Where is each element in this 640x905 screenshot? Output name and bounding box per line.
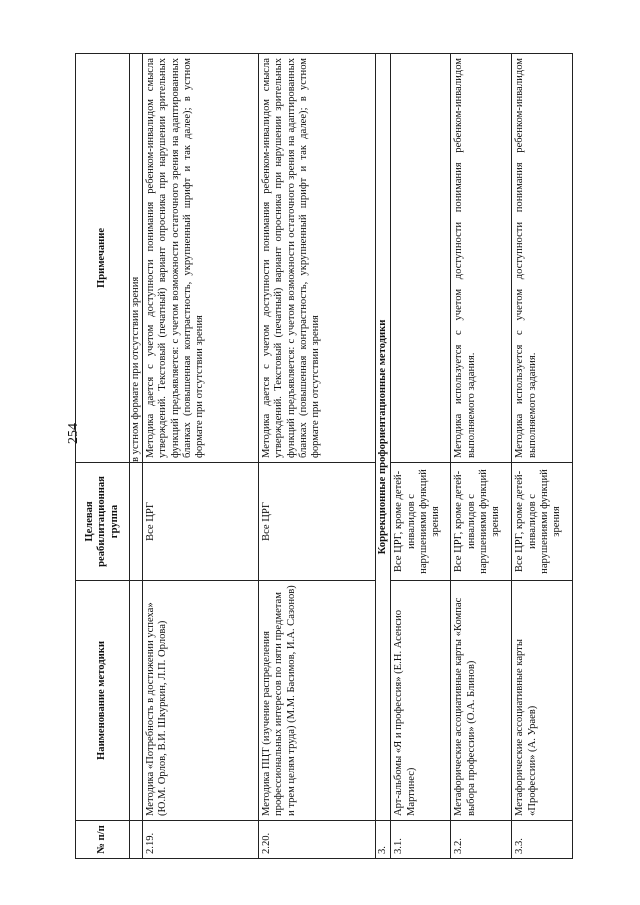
section-title: Коррекционные профориентационные методики [376,54,391,821]
methods-table [75,53,573,859]
table-row [451,54,512,859]
table-row [512,54,573,859]
table-row [391,54,451,859]
row-group: Все ЦРГ [259,463,376,581]
row-name: Методика ПЦТ (изучение распределения профессиональных интересов по пяти предметам и трем целям труда) (М.М. Басимов, И.А. Сазонов) [259,581,376,821]
row-num: 3.2. [451,821,512,859]
table-row [143,54,259,859]
continuation-row [130,54,143,859]
row-note [391,54,451,463]
table-row [259,54,376,859]
header-group: Целевая реабилитационная группа [76,463,130,581]
page-number: 254 [66,423,81,444]
row-name: Методика «Потребность в достижении успеха» (Ю.М. Орлов, В.И. Шкуркин, Л.П. Орлова) [143,581,259,821]
row-group: Все ЦРГ [143,463,259,581]
row-group: Все ЦРГ, кроме детей-инвалидов с нарушениями функций зрения [451,463,512,581]
row-note: Методика используется с учетом доступности понимания ребенком-инвалидом выполняемого задания. [512,54,573,463]
row-num: 2.20. [259,821,376,859]
row-note: Методика используется с учетом доступности понимания ребенком-инвалидом выполняемого задания. [451,54,512,463]
header-note: Примечание [76,54,130,463]
row-name: Арт-альбомы «Я и профессия» (Е.Н. Асенсио Мартинес) [391,581,451,821]
table-header-row [76,54,130,859]
header-num: № п/п [76,821,130,859]
header-name: Наименование методики [76,581,130,821]
row-num: 3.1. [391,821,451,859]
section-row [376,54,391,859]
row-name: Метафорические ассоциативные карты «Профессии» (А. Ураев) [512,581,573,821]
row-group: Все ЦРГ, кроме детей-инвалидов с нарушениями функций зрения [391,463,451,581]
rotated-page-content [75,54,563,859]
row-num: 3.3. [512,821,573,859]
row-note: Методика дается с учетом доступности понимания ребенком-инвалидом смысла утверждений. Текстовый (печатный) вариант опросника при нарушении зрительных функций предъявляется: с учетом возможности остаточного зрения на адаптированных бланках (повышенная контрастность, укрупненный шрифт и так далее); в устном формате при отсутствии зрения [259,54,376,463]
row-name: Метафорические ассоциативные карты «Компас выбора профессии» (О.А. Блинов) [451,581,512,821]
continuation-note: в устном формате при отсутствии зрения [130,54,143,463]
row-num: 2.19. [143,821,259,859]
row-note: Методика дается с учетом доступности понимания ребенком-инвалидом смысла утверждений. Текстовый (печатный) вариант опросника при нарушении зрительных функций предъявляется: с учетом возможности остаточного зрения на адаптированных бланках (повышенная контрастность, укрупненный шрифт и так далее); в устном формате при отсутствии зрения [143,54,259,463]
section-num: 3. [376,821,391,859]
row-group: Все ЦРГ, кроме детей-инвалидов с нарушениями функций зрения [512,463,573,581]
